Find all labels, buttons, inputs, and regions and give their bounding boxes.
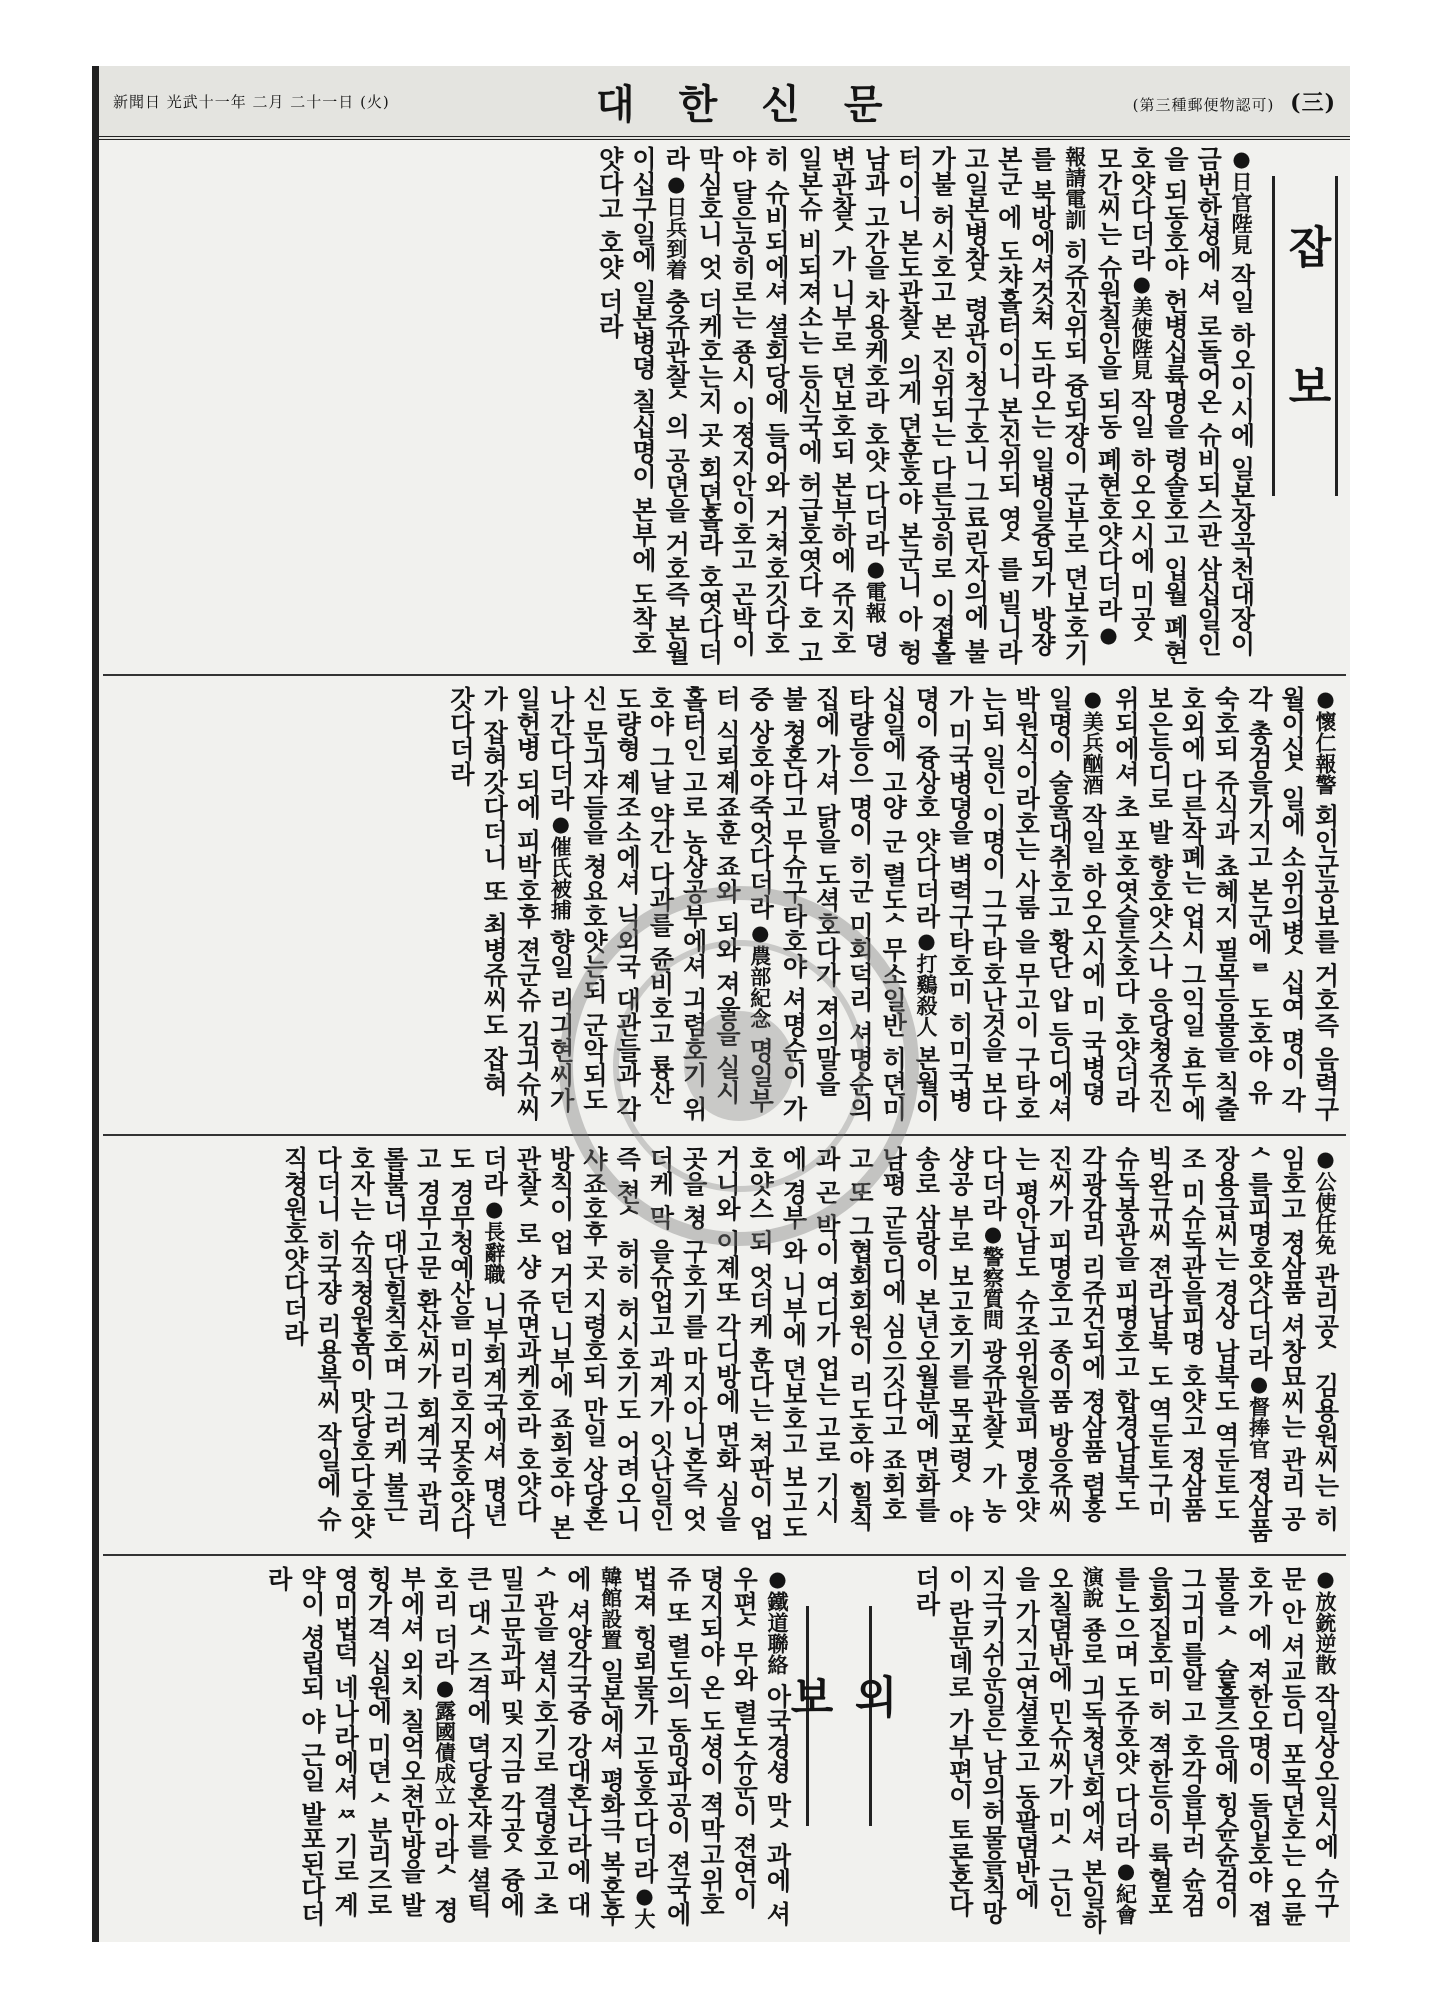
article-text: 향일 리긔현씨가 일헌병 되에 피박호후 젼군슈 김긔슈씨가 잡혀갓다더니 또 최병쥬씨도 잡혀 갓다더라	[446, 686, 576, 1121]
article-text: 아라ᄉ 졍부에셔 외치 칠억오쳔만방을 발힝가격 십원에 미뎐 ᄉ분리즈로 영미법덕 네나라에셔 ᄶ기로 계약이 셩립되 야 근일 발포된다더라	[264, 1566, 460, 1926]
article-headline: ●美使陛見	[1129, 271, 1155, 380]
article	[979, 1146, 1274, 1543]
article-headline: ●長辭職	[481, 1196, 507, 1284]
article	[595, 146, 691, 665]
article-headline: ●懷仁報警	[1313, 686, 1338, 795]
article-text: 졍삼품 장용급씨는 경상 남북도 역둔토도조 미슈독관을피명 호얏고 졍삼품 빅완규씨 젼라남북 도 역둔토구미슈독봉관을 피명호고 합경남북도 각광감리 리쥬건되에 졍삼품 렴홍진씨가 피명호고 종이품 방응쥬씨는 평안남도 슈조위원을피 명호얏다더라	[978, 1146, 1274, 1543]
article	[662, 146, 891, 665]
section-foreign-label: 외 보	[806, 1606, 872, 1826]
article-text: 작일 하오이시에 일본장곡천대장이 금번한셩에 셔 로돌어온 슈비되스관 삼십일인을 되동호야 헌병십륙명을 령솔호고 입월 폐현호얏다더라	[1127, 146, 1256, 665]
page-number: (三)	[1290, 89, 1336, 116]
page-body	[99, 146, 1350, 1936]
article	[912, 1566, 1141, 1934]
masthead	[99, 66, 1350, 140]
article-headline: ●美兵酗酒	[1080, 686, 1106, 795]
article-headline: ●農部紀念	[747, 919, 773, 1029]
article	[861, 146, 1123, 665]
article-headline: ●日官陛見	[1229, 146, 1254, 255]
article-text: 아국경셩 막ᄉ과에 셔 우편ᄉ무와 렬도슈운이 젼연이 뎡지되야 온 도셩이 젹막고위호쥬 또 렬도의 동밍파공이 젼국에 법져 힝뢰물가 고동호다더라	[630, 1566, 792, 1927]
article-text: 니부회계국에셔 명년 도 경무청예산을 미리호지못호얏다 고 경무고문 환산씨가 회계국 관리 롤불너 대단힐칙호며 그러케 불근 호자는 슈직쳥원홈이 맛당호다호얏 다더니 히국쟝 리용복씨 작일에 슈직쳥원호얏다더라	[280, 1146, 509, 1539]
article	[546, 686, 775, 1121]
article-text: 작일 하오오시에 미공ᄉ 모간씨는 슈원칠인을 되동 폐현호얏다더라	[1094, 146, 1157, 657]
article-headline: ●日兵到着	[663, 171, 689, 280]
article-text: 죵로 긔독쳥년회에셔 본일하오칠뎜반에 민슈씨가 미ᄉ 근인을 가지고연셜호고 동팔뎜반에 지극키쉬운일은 남의허물을칙망이 란문뎨로 가부편이 토론혼다더라	[912, 1566, 1108, 1935]
masthead-issue	[1133, 86, 1336, 117]
article-text: 관리공ᄉ 김용원씨는 히임호고 졍삼품 셔창묘씨는 관리 공ᄉ를피명호얏다더라	[1244, 1146, 1340, 1532]
tier-3-columns	[107, 1146, 1342, 1546]
tier-4	[107, 1566, 1342, 1936]
tier-4-domestic-columns	[892, 1566, 1342, 1936]
article-headline: ●鐵道聯絡	[765, 1566, 790, 1675]
article-text: 본월이십일에 고양 군 렬도ᄉ무소일반 히뎐미타량등으 명이 히군 미회덕리 셔명순의집에 가셔 닭을 도셕호다가 져의말을 불 쳥혼다고 무슈구타호야 셔명순이 가 중 상호야죽엇다더라	[745, 686, 941, 1122]
article-headline: ●打鷄殺人	[914, 928, 939, 1038]
article-text: 일본에셔 평화극 복혼후에 셔양각국즁 강대혼나라에 대ᄉ관을 셜시호기로 결뎡호고 초 밀고문과파 및 지금 각공ᄉ즁에 큰 대ᄉ즈격에 뎍당혼쟈를 셜틱호리 더라	[430, 1566, 626, 1927]
article	[480, 1146, 1008, 1540]
article-text: 명일부터 식뢰졔죠훈 죠와 되와 져울을 실시홀터인 고로 농샹공부에셔 긔렴호기 위호야 그날 약간 다과를 쥰비호고 룡산 도량형 졔조소에셔 닉외국 대관들과 각 신 문긔쟈들을 쳥요호얏는되 군악되도 나간다더라	[546, 686, 775, 1121]
article-headline: ●電報	[863, 555, 889, 623]
tier-1	[107, 146, 1342, 666]
tier-4-foreign-columns	[107, 1566, 794, 1936]
article	[1112, 1566, 1341, 1926]
article-headline: ●報請電訓	[1062, 146, 1121, 648]
tier-3	[107, 1146, 1342, 1546]
tier-2	[107, 686, 1342, 1126]
article	[912, 686, 1107, 1121]
article-headline: ●警察質問	[980, 1221, 1006, 1330]
article-headline: ●放銃逆散	[1313, 1566, 1338, 1675]
article	[431, 1566, 660, 1929]
article-text: 충쥬관찰ᄉ의 공뎐을 거호즉 본월이십구일에 일본병뎡 칠십명이 본부에 도착호얏다고 호얏 더라	[595, 146, 691, 665]
article	[630, 1566, 792, 1926]
article-headline: ●督捧官	[1246, 1371, 1272, 1459]
tier-divider	[103, 1134, 1346, 1136]
tier-divider	[103, 1554, 1346, 1556]
article-headline: ●公使任免	[1313, 1146, 1338, 1255]
article-headline: ●催氏被捕	[548, 811, 574, 920]
tier-1-columns	[107, 146, 1258, 666]
tier-divider	[103, 674, 1346, 676]
article-text: 작일 하오오시에 미 국병뎡 일명이 술울대취호고 황단 압 등디에셔 박원식이라호는 사룸 을 무고이 구타호는되 일인 이명이 그구타호난것을 보다가 미국병뎡을 벽력구타호미 히미국병뎡이 즁상호 얏다더라	[912, 686, 1108, 1121]
article-text: 뎡변관찰ᄉ가 니부로 뎐보호되 본부하에 쥬지호 일본슈 비되져소는 등신국에 허급호엿다 호 고히 슈비되에셔 셜회당에 들어와 거쳐호깃다호야 달은공히로는 죵시 이졍지안이호고 곤박이막심호니 엇 더케호는지 곳 회뎐홀라 호엿다더 라	[661, 146, 891, 665]
newspaper-page	[92, 66, 1350, 1942]
article-text: 회인군공보를 거호즉 음력구월이십ᄉ일에 소위의병ᄉ십여 명이 각각 총검을가지고 본군에 ᄅ 도호야 유숙호되 쥬식과 쵸혜지 필목등물을 칙출호외에 다른작폐는 업시 그익일 효두에 보은등디로 발 향호얏스나 응당쳥쥬진위되에셔 초 포호엿슬듯호다 호얏더라	[1111, 686, 1340, 1122]
issue-info: (第三種郵便物認可)	[1132, 95, 1275, 114]
masthead-date: 新聞日 光武十一年 二月 二十一日 (火)	[113, 92, 390, 111]
article	[280, 1146, 509, 1538]
article-headline: ●露國債成立	[432, 1674, 458, 1805]
paper-title: 대한신문	[595, 80, 927, 128]
article-text: 히쥬진위되 즁되쟝이 군부로 뎐보호기를 북방에셔것쳐 도라오는 일병일즁되가 방쟝 본군 에 도챠홀터이니 본진위되 영ᄉ를 빌니라고일본병참ᄉ령관이청구호니 그료린자의에 불가불 허시호고 본 진위되는 다른공히로 이졉홀터이니 본도관찰ᄉ의게 뎐훈호야 본군니 아 헝남과 고간을 차용케호라 호얏 다더라	[861, 146, 1090, 665]
article	[1112, 686, 1341, 1121]
article-text: 광쥬관찰ᄉ가 농샹공 부로 보고호기를 목포령ᄉ 야송로 삼랑이 본년오월분에 면화를 남평 군등디에 심으깃다고 죠회호고 또 그협회회원이 리도호야 힐칙과 곤 박이 여디가 업는 고로 기시에 경부 와 니부에 뎐보호고 보고도 호얏스 되 엇더케 훈다는 쳐판이 업거니와 이졔또 각디방에 면화 심을곳을 쳥 구호기를 마지아니혼즉 엇더케 막 을슈업고 과계가 잇난일인즉 쳔ᄉ 허히 허시호기도 어려오니 샤죠호후 곳 지령호되 만일 상당혼방칙이 업 거던 니부에 죠회호야 본관찰ᄉ로 샹 쥬면과케호라 호얏다더라	[479, 1146, 1008, 1540]
article-headline: ●大韓館設置	[598, 1566, 657, 1930]
tier-2-columns	[107, 686, 1342, 1126]
article-headline: ●紀會演說	[1080, 1566, 1139, 1926]
article-text: 작일상오일시에 슈구문 안 셔교등디 포목뎐호는 오륜호가 에 져한오명이 돌입호야 졉물을 ᄉ 슐홀즈음에 힝슌슌검이 그긔미를알 고 호각을부러 슌검을회집호미 허 젹한등이 륙혈포를노으며 도쥬호얏 다더라	[1111, 1566, 1340, 1926]
section-domestic-label: 잡 보	[1272, 176, 1338, 496]
